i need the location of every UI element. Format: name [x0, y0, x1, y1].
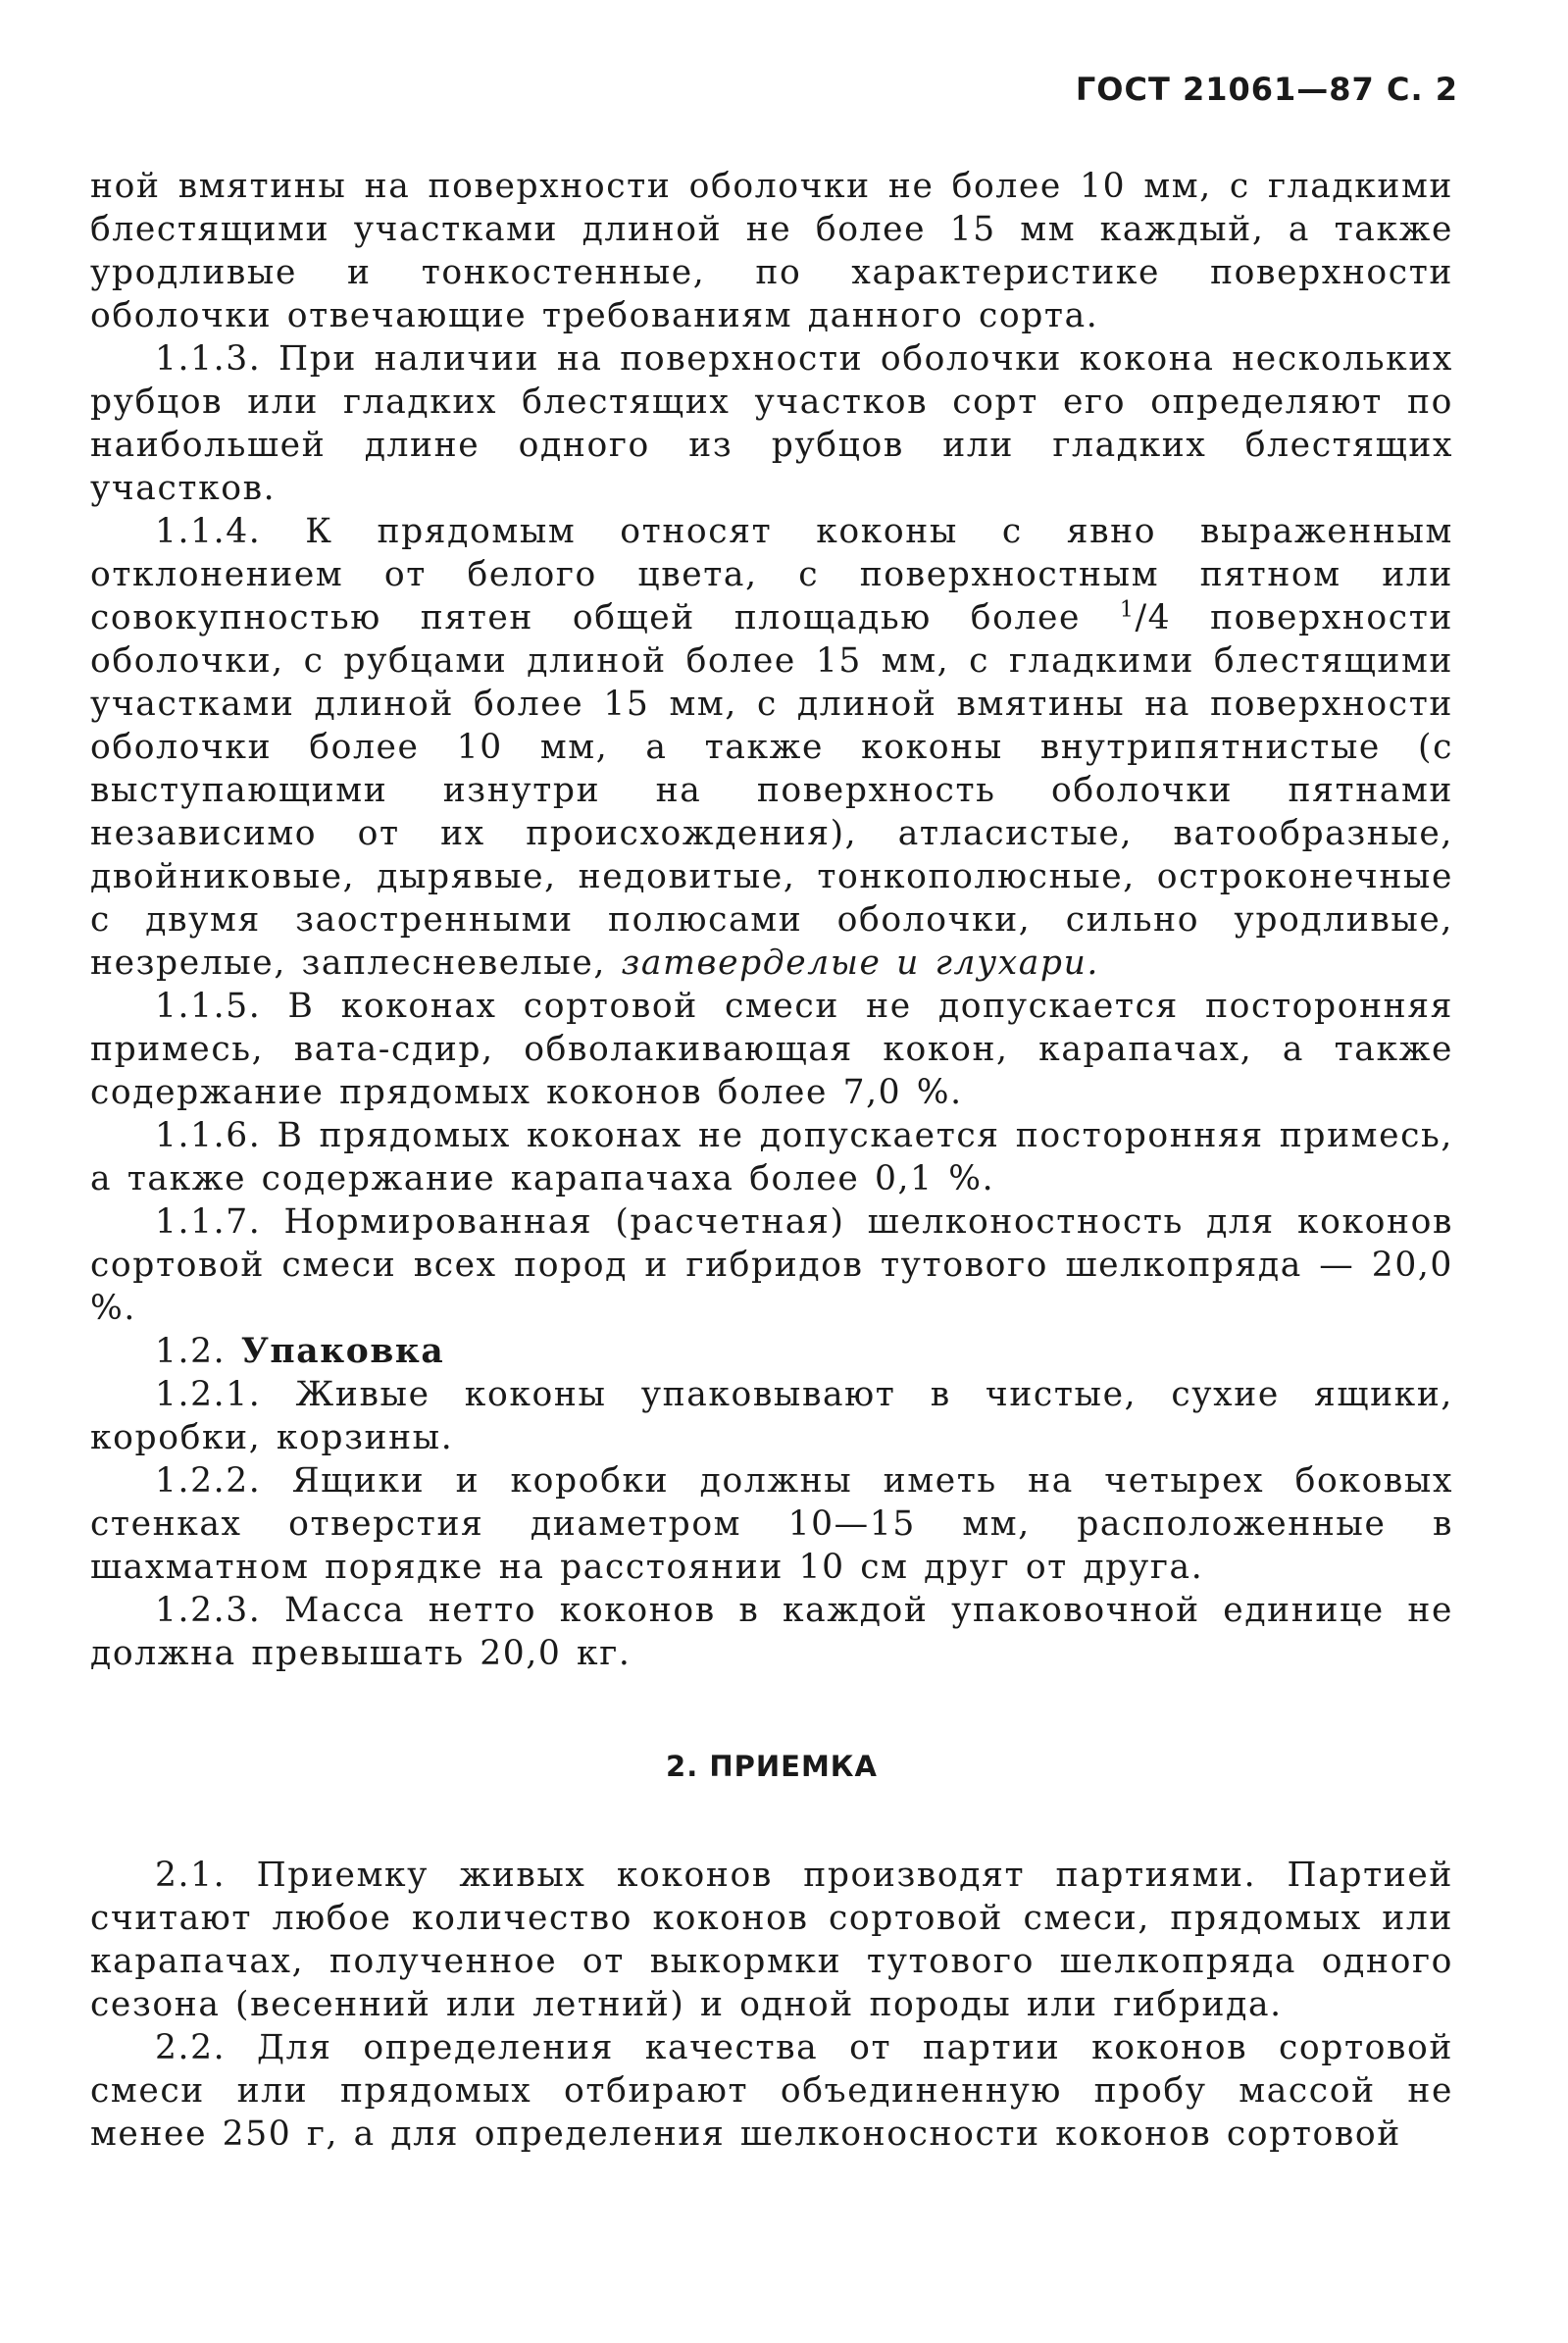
paragraph-1-1-5: 1.1.5. В коконах сортовой смеси не допускается посторонняя примесь, вата-сдир, обволакивающая кокон, карапачах, а также содержание прядомых коконов более 7,0 %.: [90, 987, 1453, 1112]
body-text: [90, 165, 1453, 2156]
paragraph-continuation: ной вмятины на поверхности оболочки не более 10 мм, с гладкими блестящими участками длиной не более 15 мм каждый, а также уродливые и тонкостенные, по характеристике поверхности оболочки отвечающие требованиям данного сорта.: [90, 167, 1453, 335]
paragraph-1-2-3: 1.2.3. Масса нетто коконов в каждой упаковочной единице не должна превышать 20,0 кг.: [90, 1591, 1453, 1673]
section-heading-acceptance: 2. ПРИЕМКА: [666, 1750, 878, 1783]
paragraph-1-1-3: 1.1.3. При наличии на поверхности оболочки кокона нескольких рубцов или гладких блестящих участков сорт его определяют по наибольшей длине одного из рубцов или гладких блестящих участков.: [90, 339, 1453, 508]
paragraph-2-2: 2.2. Для определения качества от партии коконов сортовой смеси или прядомых отбирают объединенную пробу массой не менее 250 г, а для определения шелконосности коконов сортовой: [90, 2028, 1453, 2154]
running-header: ГОСТ 21061—87 С. 2: [1075, 71, 1458, 108]
subsection-heading-packaging: [90, 1330, 1453, 1373]
paragraph-1-2-1: 1.2.1. Живые коконы упаковывают в чистые, сухие ящики, коробки, корзины.: [90, 1375, 1453, 1457]
paragraph-1-1-4-italic: затверделые и глухари.: [621, 943, 1099, 983]
subsection-title: Упаковка: [240, 1332, 445, 1371]
paragraph-1-1-4-text-a: 1.1.4. К прядомым относят коконы с явно выраженным отклонением от белого цвета, с поверхностным пятном или совокупностью пятен общей площадью более: [90, 512, 1453, 637]
paragraph-1-2-2: 1.2.2. Ящики и коробки должны иметь на четырех боковых стенках отверстия диаметром 10—15 мм, расположенные в шахматном порядке на расстоянии 10 см друг от друга.: [90, 1461, 1453, 1587]
subsection-number: 1.2.: [155, 1332, 227, 1371]
fraction-denominator: /4: [1135, 598, 1172, 637]
paragraph-1-1-7: 1.1.7. Нормированная (расчетная) шелконостность для коконов сортовой смеси всех пород и гибридов тутового шелкопряда — 20,0 %.: [90, 1202, 1453, 1328]
paragraph-1-1-4-text-b: поверхности оболочки, с рубцами длиной более 15 мм, с гладкими блестящими участками длиной более 15 мм, с длиной вмятины на поверхности оболочки более 10 мм, а также коконы внутрипятнистые (с выступающими изнутри на поверхность оболочки пятнами независимо от их происхождения), атласистые, ватообразные, двойниковые, дырявые, недовитые, тонкополюсные, остроконечные с двумя заостренными полюсами оболочки, сильно уродливые, незрелые, заплесневелые,: [90, 598, 1453, 983]
fraction-numerator: 1: [1119, 597, 1136, 623]
paragraph-2-1: 2.1. Приемку живых коконов производят партиями. Партией считают любое количество коконов сортовой смеси, прядомых или карапачах, полученное от выкормки тутового шелкопряда одного сезона (весенний или летний) и одной породы или гибрида.: [90, 1856, 1453, 2024]
paragraph-1-1-6: 1.1.6. В прядомых коконах не допускается посторонняя примесь, а также содержание карапачаха более 0,1 %.: [90, 1116, 1453, 1198]
paragraph-1-1-4: [90, 510, 1453, 985]
